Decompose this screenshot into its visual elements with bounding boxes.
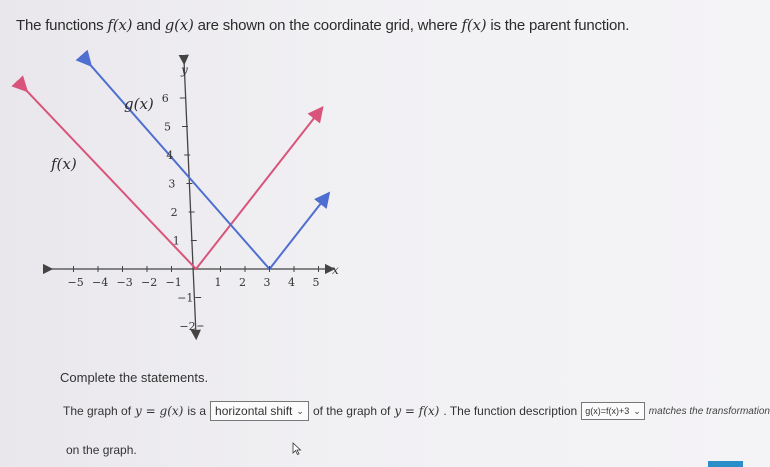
x-tick-label: −4	[92, 276, 109, 289]
x-tick-label: 2	[239, 276, 246, 289]
x-tick-label: −5	[67, 276, 84, 289]
x-tick-label: 5	[312, 276, 320, 289]
f-of-x-label: f(x)	[51, 155, 77, 173]
x-tick-label: 1	[214, 276, 222, 289]
x-tick-label: −2	[141, 276, 158, 289]
y-tick-label: 5	[164, 120, 171, 134]
statement-line: The graph of y = g(x) is a horizontal shift ⌄ of the graph of y = f(x) . The function description g(x)=f(x)+3 ⌄ matches the transformation	[63, 401, 733, 421]
g-of-x-math: g(x)	[164, 16, 194, 34]
x-tick-label: −3	[116, 276, 133, 289]
chevron-down-icon: ⌄	[633, 405, 641, 416]
g-of-x-label: g(x)	[124, 95, 154, 113]
complete-instruction: Complete the statements.	[60, 370, 209, 385]
y-tick-label: 6	[161, 92, 169, 105]
progress-bar-corner	[708, 461, 743, 467]
y-tick-label: 4	[166, 149, 174, 162]
y-axis-label: y	[181, 63, 188, 77]
function-description-dropdown[interactable]: g(x)=f(x)+3 ⌄	[581, 402, 645, 420]
x-tick-label: 3	[263, 276, 271, 289]
g-of-x-line	[87, 61, 325, 269]
transformation-dropdown[interactable]: horizontal shift ⌄	[210, 401, 309, 421]
y-tick-label: −1	[177, 291, 194, 305]
y-tick-label: 1	[172, 234, 180, 248]
f-of-x-math: f(x)	[107, 16, 133, 34]
y-tick-label: −2	[179, 320, 196, 333]
question-text: The functions f(x) and g(x) are shown on the coordinate grid, where f(x) is the parent function.	[16, 16, 630, 34]
x-axis-label: x	[332, 263, 339, 277]
f-of-x-math: f(x)	[461, 16, 487, 34]
y-tick-label: 2	[170, 206, 178, 219]
y-tick-label: 3	[168, 177, 176, 191]
x-tick-label: 4	[288, 276, 295, 289]
mouse-pointer-icon	[292, 443, 302, 455]
chevron-down-icon: ⌄	[296, 405, 304, 416]
x-tick-label: −1	[165, 276, 182, 289]
statement-line-2: on the graph.	[66, 443, 137, 457]
